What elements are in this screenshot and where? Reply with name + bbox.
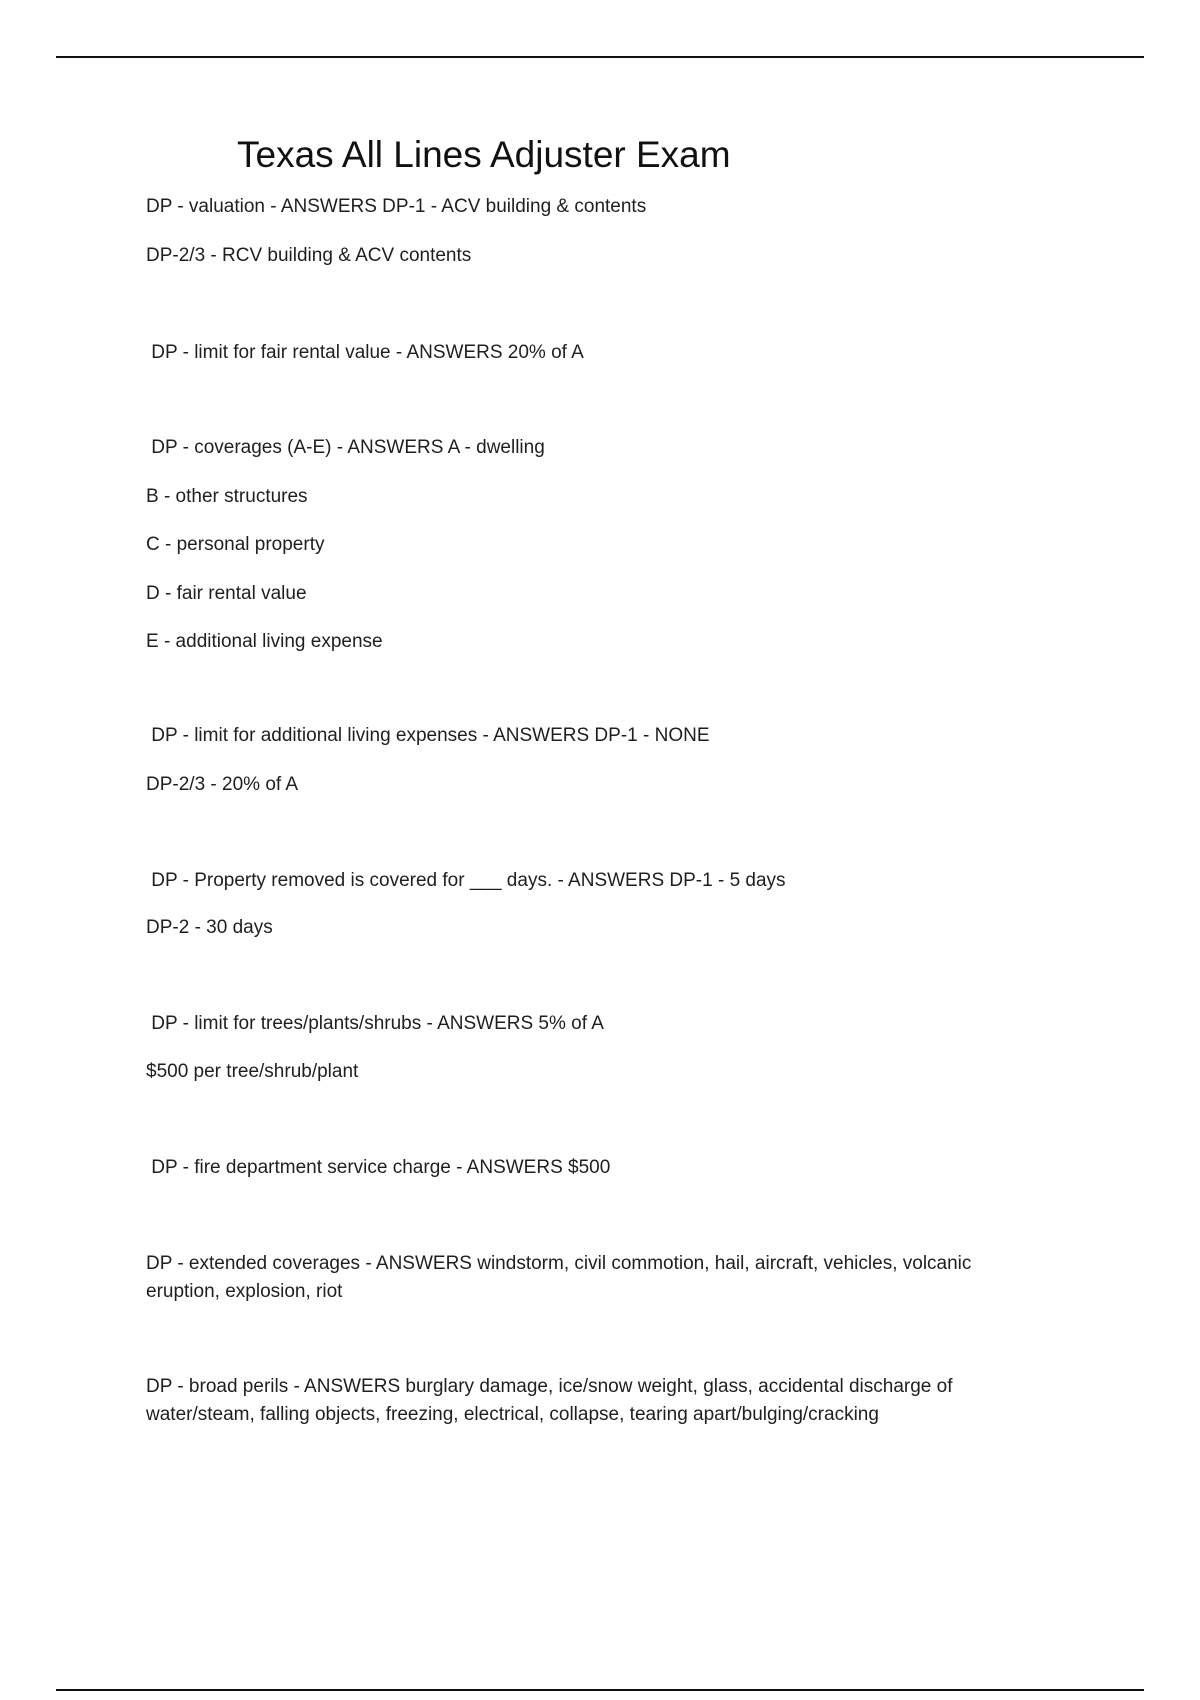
qa-line: DP - Property removed is covered for ___ days. - ANSWERS DP-1 - 5 days (146, 870, 786, 891)
qa-line: C - personal property (146, 534, 325, 555)
qa-line: B - other structures (146, 486, 308, 507)
qa-line: DP - fire department service charge - ANSWERS $500 (146, 1157, 611, 1178)
qa-line: DP-2/3 - RCV building & ACV contents (146, 245, 472, 266)
qa-line: DP - coverages (A-E) - ANSWERS A - dwelling (146, 437, 545, 458)
qa-line: DP - limit for trees/plants/shrubs - ANSWERS 5% of A (146, 1013, 604, 1034)
qa-line: DP-2/3 - 20% of A (146, 774, 299, 795)
bottom-rule (56, 1689, 1144, 1691)
qa-line: D - fair rental value (146, 583, 307, 604)
top-rule (56, 56, 1144, 58)
qa-paragraph: DP - broad perils - ANSWERS burglary damage, ice/snow weight, glass, accidental discharge of water/steam, falling objects, freezing, electrical, collapse, tearing apart/bulging/cracking (146, 1376, 953, 1425)
qa-paragraph: DP - extended coverages - ANSWERS windstorm, civil commotion, hail, aircraft, vehicles, volcanic eruption, explosion, riot (146, 1253, 972, 1302)
qa-line: E - additional living expense (146, 631, 383, 652)
qa-line: $500 per tree/shrub/plant (146, 1061, 359, 1082)
page-title: Texas All Lines Adjuster Exam (237, 134, 731, 175)
qa-line: DP - valuation - ANSWERS DP-1 - ACV building & contents (146, 196, 647, 217)
qa-line: DP-2 - 30 days (146, 917, 273, 938)
qa-line: DP - limit for additional living expenses - ANSWERS DP-1 - NONE (146, 725, 710, 746)
qa-line: DP - limit for fair rental value - ANSWERS 20% of A (146, 342, 584, 363)
